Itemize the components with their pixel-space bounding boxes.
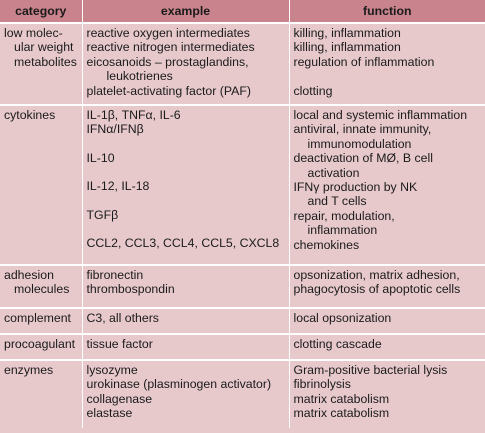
example-cell: reactive oxygen intermediates reactive nitrogen intermediates eicosanoids – prostaglandins, leukotrienes platelet-activating factor (PAF) <box>82 23 289 105</box>
example-cell: C3, all others <box>82 308 289 334</box>
category-cell: procoagulant <box>0 334 82 360</box>
example-cell: tissue factor <box>82 334 289 360</box>
table-row <box>0 360 485 428</box>
table-row <box>0 105 485 265</box>
function-cell: local and systemic inflammation antiviral, innate immunity, immunomodulation deactivation of MØ, B cell activation IFNγ production by NK and T cells repair, modulation, inflammation chemokines <box>289 105 485 265</box>
category-cell: low molec- ular weight metabolites <box>0 23 82 105</box>
function-cell: local opsonization <box>289 308 485 334</box>
example-cell: fibronectin thrombospondin <box>82 265 289 308</box>
header-row <box>0 0 485 23</box>
example-cell: IL-1β, TNFα, IL-6 IFNα/IFNβ IL-10 IL-12, IL-18 TGFβ CCL2, CCL3, CCL4, CCL5, CXCL8 <box>82 105 289 265</box>
table-row <box>0 334 485 360</box>
header-example: example <box>82 0 289 23</box>
header-category: category <box>0 0 82 23</box>
table-row <box>0 265 485 308</box>
table-row <box>0 308 485 334</box>
function-cell: Gram-positive bacterial lysis fibrinolysis matrix catabolism matrix catabolism <box>293 363 448 421</box>
function-cell: clotting cascade <box>289 334 485 360</box>
table-row <box>0 23 485 105</box>
category-cell: enzymes <box>0 360 82 428</box>
category-cell: cytokines <box>0 105 82 265</box>
function-cell: opsonization, matrix adhesion, phagocytosis of apoptotic cells <box>289 265 485 308</box>
category-cell: adhesion molecules <box>0 265 82 308</box>
category-cell: complement <box>0 308 82 334</box>
header-function: function <box>289 0 485 23</box>
example-cell: lysozyme urokinase (plasminogen activator) collagenase elastase <box>82 360 289 428</box>
function-cell: killing, inflammation killing, inflammation regulation of inflammation clotting <box>289 23 485 105</box>
